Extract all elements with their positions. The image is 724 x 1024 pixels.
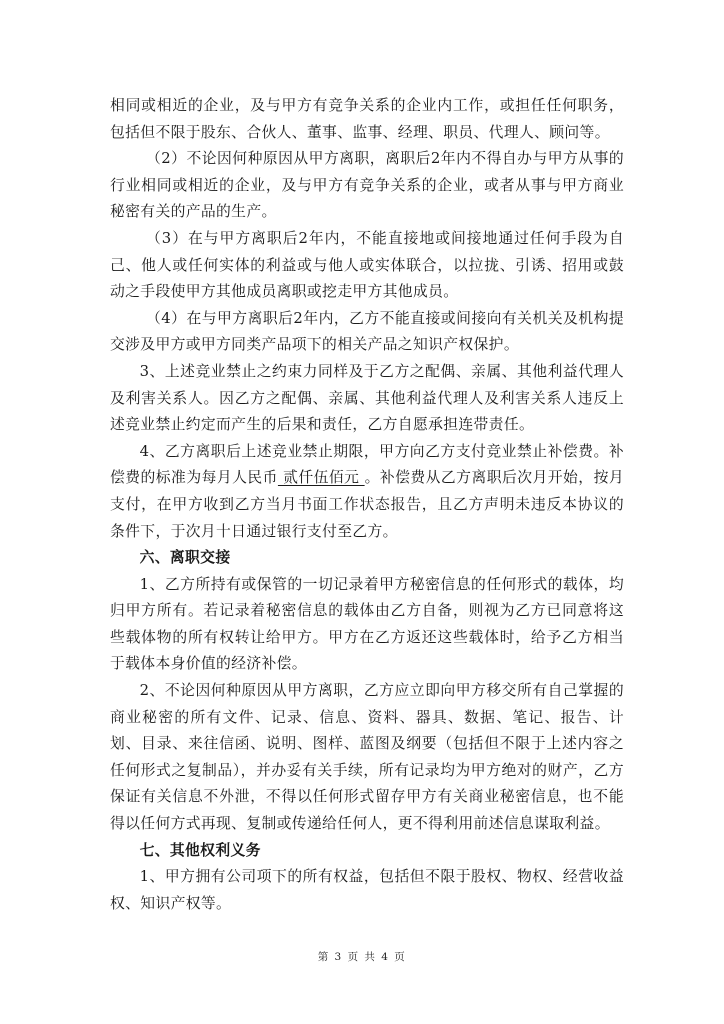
paragraph-section-6-1: 1、乙方所持有或保管的一切记录着甲方秘密信息的任何形式的载体，均归甲方所有。若记录着秘密信息的载体由乙方自备，则视为乙方已同意将这些载体物的所有权转让给甲方。甲方在乙方返还这些载体时，给予乙方相当于载体本身价值的经济补偿。 (110, 575, 624, 673)
page-number-footer: 第 3 页 共 4 页 (317, 951, 407, 963)
clause-4-text-before: 4、乙方离职后上述竞业禁止期限，甲方向乙方支付竞业禁止补偿费。补偿费的标准为每月人民币 (110, 442, 624, 487)
document-body (110, 93, 624, 917)
paragraph-clause-4 (110, 439, 624, 545)
section-heading-7: 七、其他权利义务 (139, 841, 261, 859)
section-heading-6: 六、离职交接 (139, 549, 231, 567)
paragraph-section-7-1: 1、甲方拥有公司项下的所有权益，包括但不限于股权、物权、经营收益权、知识产权等。 (110, 868, 624, 912)
compensation-amount: 贰仟伍佰元 (277, 469, 365, 487)
paragraph-item-2: （2）不论因何种原因从甲方离职，离职后2年内不得自办与甲方从事的行业相同或相近的企业，及与甲方有竞争关系的企业，或者从事与甲方商业秘密有关的产品的生产。 (110, 150, 624, 221)
paragraph-clause-3: 3、上述竞业禁止之约束力同样及于乙方之配偶、亲属、其他利益代理人及利害关系人。因乙方之配偶、亲属、其他利益代理人及利害关系人违反上述竞业禁止约定而产生的后果和责任，乙方自愿承担连带责任。 (110, 362, 624, 434)
clause-4-text-after: 。补偿费从乙方离职后次月开始，按月支付，在甲方收到乙方当月书面工作状态报告，且乙方声明未违反本协议的条件下，于次月十日通过银行支付至乙方。 (110, 469, 624, 540)
paragraph-item-4: （4）在与甲方离职后2年内，乙方不能直接或间接向有关机关及机构提交涉及甲方或甲方同类产品项下的相关产品之知识产权保护。 (110, 309, 624, 354)
paragraph-section-6-2: 2、不论因何种原因从甲方离职，乙方应立即向甲方移交所有自己掌握的商业秘密的所有文件、记录、信息、资料、器具、数据、笔记、报告、计划、目录、来往信函、说明、图样、蓝图及纲要（包括但不限于上述内容之任何形式之复制品），并办妥有关手续，所有记录均为甲方绝对的财产，乙方保证有关信息不外泄，不得以任何形式留存甲方有关商业秘密信息，也不能得以任何方式再现、复制或传递给任何人，更不得利用前述信息谋取利益。 (110, 682, 624, 833)
paragraph-item-3: （3）在与甲方离职后2年内，不能直接地或间接地通过任何手段为自己、他人或任何实体的利益或与他人或实体联合，以拉拢、引诱、招用或鼓动之手段使甲方其他成员离职或挖走甲方其他成员。 (110, 229, 624, 301)
paragraph-continuation: 相同或相近的企业，及与甲方有竞争关系的企业内工作，或担任任何职务，包括但不限于股东、合伙人、董事、监事、经理、职员、代理人、顾问等。 (110, 97, 624, 141)
